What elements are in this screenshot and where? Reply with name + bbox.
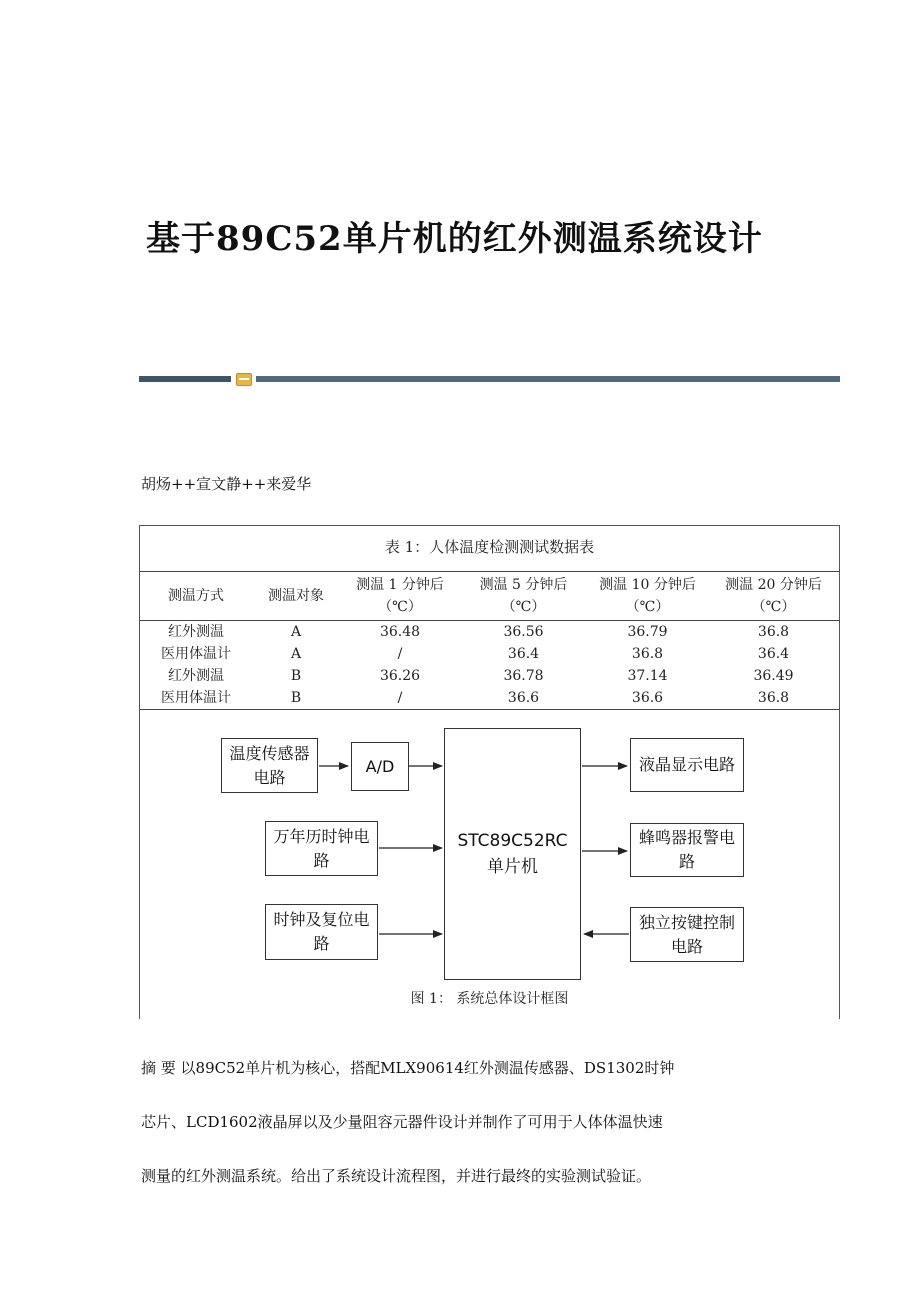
table-cell: / — [397, 646, 403, 662]
table-header-cell: 测温方式 — [140, 572, 252, 621]
paper-title: 基于89C52单片机的红外测温系统设计 — [146, 219, 763, 259]
table-cell: 37.14 — [627, 668, 668, 684]
table-header-cell: 测温对象 — [252, 572, 340, 621]
title-rule-right — [256, 376, 840, 382]
block-diagram — [140, 716, 839, 1019]
table-caption: 表 1：人体温度检测测试数据表 — [384, 538, 595, 556]
abstract-line: 测量的红外测温系统。给出了系统设计流程图，并进行最终的实验测试验证。 — [141, 1167, 652, 1185]
abstract-line: 芯片、LCD1602液晶屏以及少量阻容元器件设计并制作了可用于人体体温快速 — [141, 1113, 663, 1131]
clock-reset-box: 时钟及复位电路 — [265, 904, 378, 960]
table-cell: 36.48 — [379, 624, 421, 640]
table-cell: 36.4 — [507, 646, 540, 662]
table-header-row — [140, 572, 839, 621]
abstract-line: 摘 要 以89C52单片机为核心，搭配MLX90614红外测温传感器、DS1302时钟 — [141, 1059, 675, 1077]
table-cell: 36.26 — [379, 668, 421, 684]
buzzer-alarm-box: 蜂鸣器报警电路 — [630, 823, 744, 877]
table-cell: 36.6 — [460, 687, 587, 710]
table-cell: 36.8 — [631, 646, 664, 662]
title-rule-emblem-icon — [236, 373, 252, 386]
figure-block — [139, 525, 840, 1019]
table-header-cell: 测温 20 分钟后 （℃） — [708, 572, 839, 621]
table-cell: 36.8 — [757, 624, 790, 640]
mcu-box: STC89C52RC 单片机 — [444, 728, 581, 980]
table-header-cell: 测温 1 分钟后 （℃） — [340, 572, 460, 621]
table-cell: 36.49 — [753, 668, 794, 684]
table-cell: 红外测温 — [168, 668, 224, 684]
table-cell: 36.79 — [627, 624, 668, 640]
authors: 胡炀++宣文静++来爱华 — [141, 475, 312, 493]
table-cell: 36.6 — [587, 687, 708, 710]
temperature-table — [140, 571, 839, 710]
figure-caption: 图 1： 系统总体设计框图 — [410, 991, 569, 1007]
table-cell: B — [290, 668, 302, 684]
table-cell: 医用体温计 — [161, 646, 231, 662]
table-cell: 红外测温 — [168, 624, 224, 640]
table-header-cell: 测温 10 分钟后 （℃） — [587, 572, 708, 621]
sensor-circuit-box: 温度传感器电路 — [221, 738, 318, 793]
table-cell: 36.4 — [757, 646, 790, 662]
abstract — [141, 1041, 781, 1203]
table-row — [140, 621, 839, 644]
table-row — [140, 643, 839, 665]
table-cell: A — [290, 646, 302, 662]
lcd-display-box: 液晶显示电路 — [630, 738, 744, 792]
table-header-cell: 测温 5 分钟后 （℃） — [460, 572, 587, 621]
table-row — [140, 665, 839, 687]
table-cell: 36.8 — [708, 687, 839, 710]
table-cell: B — [252, 687, 340, 710]
table-cell: / — [340, 687, 460, 710]
table-cell: 医用体温计 — [140, 687, 252, 710]
calendar-clock-box: 万年历时钟电路 — [265, 821, 378, 876]
key-control-box: 独立按键控制电路 — [630, 907, 744, 962]
table-cell: 36.56 — [503, 624, 544, 640]
title-rule-left — [139, 376, 231, 382]
table-cell: 36.78 — [503, 668, 544, 684]
table-row — [140, 687, 839, 710]
table-cell: A — [290, 624, 302, 640]
ad-converter-box: A/D — [351, 742, 409, 791]
